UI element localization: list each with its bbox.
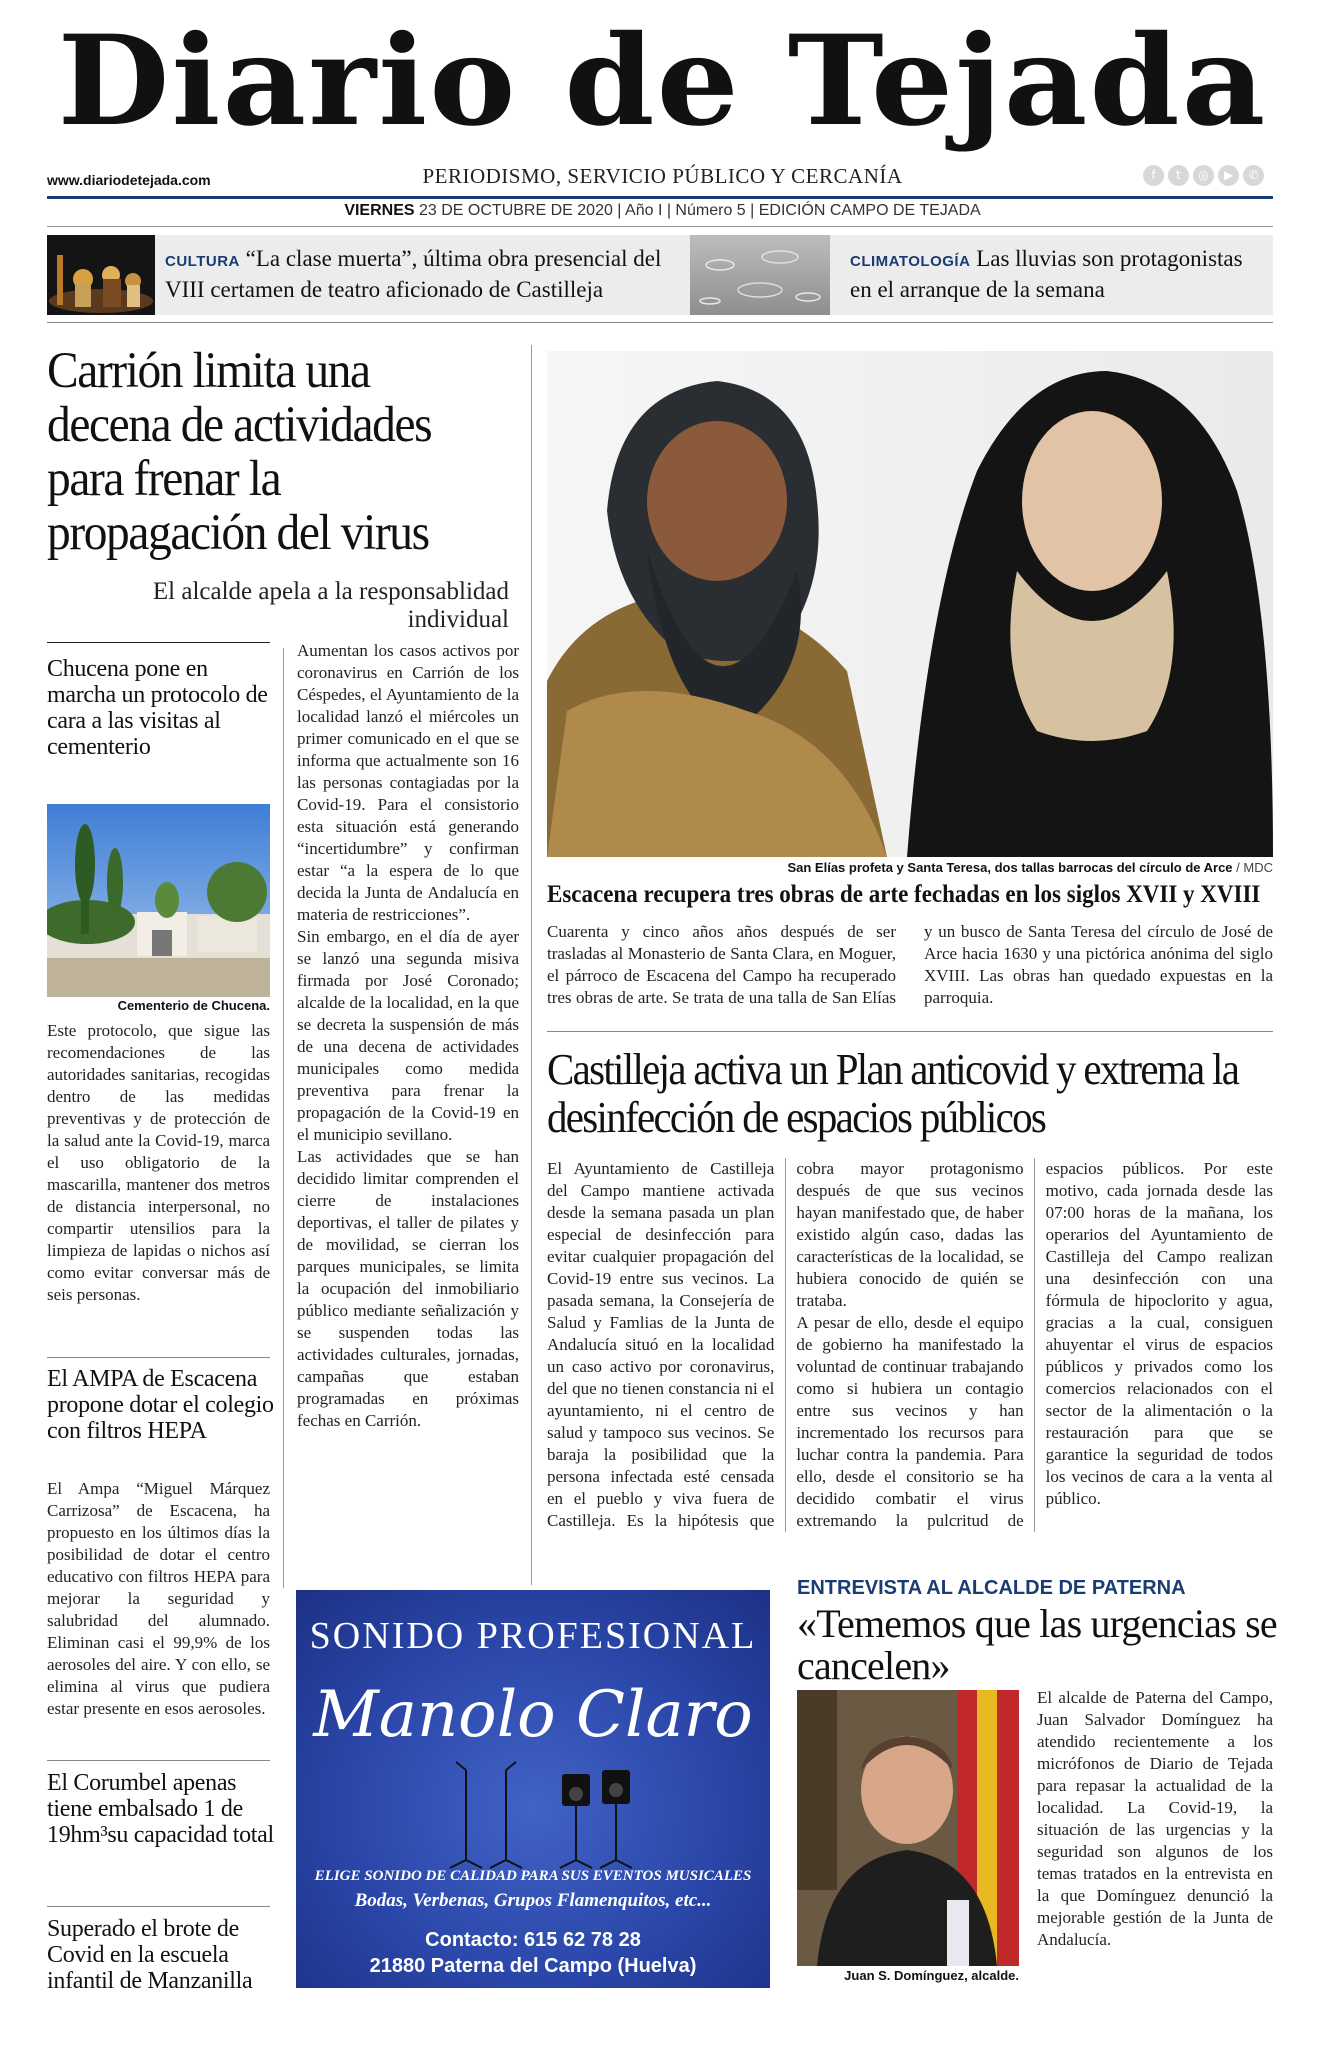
column-divider — [531, 345, 532, 1585]
art-headline[interactable]: Escacena recupera tres obras de arte fechadas en los siglos XVII y XVIII — [547, 881, 1261, 908]
instagram-icon[interactable]: ◎ — [1193, 165, 1214, 186]
column-divider-left — [283, 648, 284, 1588]
main-body — [297, 640, 519, 1432]
ad-name: Manolo Claro — [313, 1678, 753, 1752]
interview-body: El alcalde de Paterna del Campo, Juan Salvador Domínguez ha atendido recientemente a los micrófonos de Diario de Tejada para repasar la actualidad de la localidad. La Covid-19, la situación de las urgencias y la seguridad son algunos de los temas tratados en la entrevista en la que Domínguez denunció la mejorable gestión de la Junta de Andalucía. — [1037, 1688, 1273, 1949]
main-headline[interactable]: Carrión limita una decena de actividades para frenar la propagación del virus — [47, 343, 432, 561]
speaker-stands-icon — [436, 1760, 636, 1870]
teaser-climatologia[interactable] — [690, 235, 1273, 315]
chucena-caption: Cementerio de Chucena. — [117, 998, 270, 1013]
ad-address: 21880 Paterna del Campo (Huelva) — [369, 1955, 697, 1977]
teaser-cultura[interactable] — [47, 235, 691, 315]
tagline: PERIODISMO, SERVICIO PÚBLICO Y CERCANÍA — [422, 164, 903, 188]
sidebar-rule — [47, 1760, 270, 1761]
interview-photo — [797, 1690, 1019, 1966]
sound-ad[interactable] — [296, 1590, 770, 1988]
teaser-climatologia-section: CLIMATOLOGÍA — [850, 253, 971, 270]
teaser-cultura-section: CULTURA — [165, 253, 240, 270]
edition-line — [0, 202, 1325, 220]
edition-details: 23 DE OCTUBRE DE 2020 | Año I | Número 5 | EDICIÓN CAMPO DE TEJADA — [414, 202, 981, 219]
teaser-climatologia-headline: Las lluvias son protagonistas en el arranque de la semana — [850, 246, 1243, 302]
sidebar-rule — [47, 642, 270, 643]
edition-rule — [47, 226, 1273, 227]
masthead-title: Diario de Tejada — [57, 9, 1268, 154]
main-subhead: El alcalde apela a la responsablidad individual — [152, 578, 509, 633]
interview-kicker: ENTREVISTA AL ALCALDE DE PATERNA — [797, 1577, 1186, 1599]
teaser-cultura-headline: “La clase muerta”, última obra presencial del VIII certamen de teatro aficionado de Castilleja — [165, 246, 662, 302]
castilleja-body-paragraph: A pesar de ello, desde el equipo de gobierno ha manifestado la voluntad de continuar trabajando como si hubiera un contagio entre sus vecinos y han incrementado los recursos para luchar contra la pandemia. Para ello, desde el consitorio se ha decidido combatir el virus extremando la pulcritud de espacios públicos. Por este motivo, cada jornada desde las 07:00 horas de la mañana, los operarios del Ayuntamiento de Castilleja del Campo realizan una desinfección con una fórmula de hipoclorito y agua, gracias a la cual, consiguen ahuyentar el virus de espacios públicos y privados como los comercios relacionados con el sector de la alimentación o la restauración para que se garantice la seguridad de todos los vecinos de cara a la venta al público. — [796, 1159, 1273, 1530]
teaser-climatologia-image — [690, 235, 830, 315]
sidebar-rule — [47, 1906, 270, 1907]
castilleja-body — [547, 1158, 1273, 1532]
interview-caption: Juan S. Domínguez, alcalde. — [844, 1968, 1019, 1983]
facebook-icon[interactable]: f — [1143, 165, 1164, 186]
site-url[interactable]: www.diariodetejada.com — [47, 172, 211, 188]
main-body-paragraph: Aumentan los casos activos por coronavirus en Carrión de los Céspedes, el Ayuntamiento de la localidad lanzó el miércoles un primer comunicado en el que se informa que actualmente son 16 las personas contagiadas por la Covid-19. Para el consistorio esta situación está generando “incertidumbre” y confirman estar “a la espera de lo que decida la Junta de Andalucía en materia de restricciones”. — [297, 641, 519, 924]
chucena-photo — [47, 804, 270, 997]
whatsapp-icon[interactable]: ✆ — [1243, 165, 1264, 186]
youtube-icon[interactable]: ▶ — [1218, 165, 1239, 186]
art-caption — [547, 860, 1273, 875]
art-photo — [547, 351, 1273, 857]
chucena-headline[interactable]: Chucena pone en marcha un protocolo de cara a las visitas al cementerio — [47, 656, 268, 760]
manzanilla-headline[interactable]: Superado el brote de Covid en la escuela infantil de Manzanilla — [47, 1916, 253, 1994]
edition-day: VIERNES — [344, 202, 415, 219]
ad-brand: SONIDO PROFESIONAL — [309, 1615, 757, 1657]
teaser-cultura-text — [165, 245, 685, 304]
art-caption-text: San Elías profeta y Santa Teresa, dos tallas barrocas del círculo de Arce — [787, 860, 1233, 875]
castilleja-headline[interactable]: Castilleja activa un Plan anticovid y extrema la desinfección de espacios públicos — [547, 1045, 1239, 1142]
ad-event-types: Bodas, Verbenas, Grupos Flamenquitos, etc... — [354, 1890, 712, 1911]
main-body-paragraph: Las actividades que se han decidido limitar comprenden el cierre de instalaciones deportivas, el taller de pilates y de movilidad, se cierran los parques municipales, se limita la ocupación del inmobiliario público mediante señalización y se suspenden todas las actividades culturales, jornadas, campañas que estaban programadas en próximas fechas en Carrión. — [297, 1147, 519, 1430]
art-caption-credit: / MDC — [1232, 860, 1273, 875]
section-rule — [547, 1031, 1273, 1032]
ampa-body: El Ampa “Miguel Márquez Carrizosa” de Escacena, ha propuesto en los últimos días la posibilidad de dotar el centro educativo con filtros HEPA para mejorar la seguridad y salubridad del alumnado. Eliminan casi el 99,9% de los aerosoles del aire. Y con ello, se elimina al virus que pudiera estar presente en esos aerosoles. — [47, 1479, 270, 1718]
teaser-climatologia-text — [850, 245, 1270, 304]
teaser-cultura-image — [47, 235, 155, 315]
ad-contact: Contacto: 615 62 78 28 — [425, 1929, 641, 1951]
sidebar-rule — [47, 1357, 270, 1358]
chucena-body: Este protocolo, que sigue las recomendaciones de las autoridades sanitarias, recogidas dentro de las medidas preventivas y de protección de la salud ante la Covid-19, marca el uso obligatorio de la mascarilla, mantener dos metros de distancia interpersonal, no compartir utensilios para la limpieza de lapidas o nichos así como evitar conversar más de seis personas. — [47, 1021, 270, 1304]
interview-headline[interactable]: «Tememos que las urgencias se cancelen» — [797, 1601, 1277, 1688]
castilleja-body-paragraph: El Ayuntamiento de Castilleja del Campo mantiene activada desde la semana pasada un plan especial de desinfección para evitar cualquier propagación del Covid-19 entre sus vecinos. La pasada semana, la Consejería de Salud y Famlias de la Junta de Andalucía situó en la localidad un caso activo por coronavirus, del que no tienen constancia ni el ayuntamiento, ni el centro de salud y tampoco sus vecinos. Se baraja la posibilidad que la persona infectada esté censada en el pueblo y viva fuera de Castilleja. Es la hipótesis que cobra mayor protagonismo después de que sus vecinos hayan manifestado que, de haber existido algún caso, dadas las características de la localidad, se hubiera conocido de quién se trataba. — [547, 1159, 1024, 1530]
masthead-rule — [47, 196, 1273, 199]
art-body: Cuarenta y cinco años años después de ser trasladas al Monasterio de Santa Clara, en Moguer, el párroco de Escacena del Campo ha recuperado tres obras de arte. Se trata de una talla de San Elías y un busco de Santa Teresa del círculo de José de Arce hacia 1630 y una pictórica anónima del siglo XVIII. Las obras han quedado expuestas en la parroquia. — [547, 922, 1273, 1007]
corumbel-headline[interactable]: El Corumbel apenas tiene embalsado 1 de 19hm³su capacidad total — [47, 1770, 274, 1848]
twitter-icon[interactable]: t — [1168, 165, 1189, 186]
ampa-headline[interactable]: El AMPA de Escacena propone dotar el colegio con filtros HEPA — [47, 1366, 274, 1444]
social-icons — [1143, 165, 1264, 186]
ad-slogan: ELIGE SONIDO DE CALIDAD PARA SUS EVENTOS MUSICALES — [314, 1868, 752, 1884]
teaser-rule — [47, 322, 1273, 323]
main-body-paragraph: Sin embargo, en el día de ayer se lanzó una segunda misiva firmada por José Coronado; alcalde de la localidad, en la que se decreta la suspensión de más de una decena de actividades municipales como medida preventiva para frenar la propagación de la Covid-19 en el municipio sevillano. — [297, 927, 519, 1144]
